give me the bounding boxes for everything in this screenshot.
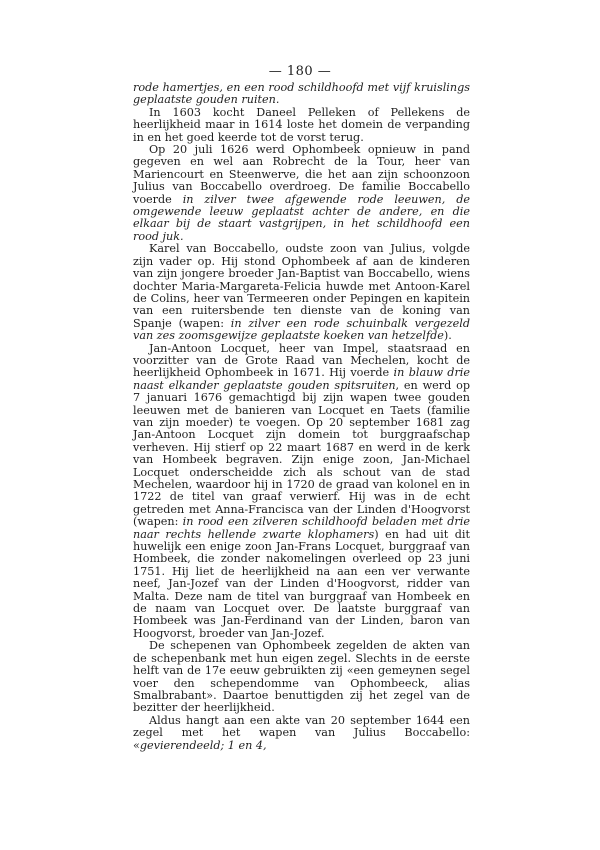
- paragraph: [133, 107, 470, 144]
- body-text: [133, 82, 470, 752]
- paragraph: [133, 82, 470, 107]
- paragraph: [133, 640, 470, 714]
- text-run: ) en had uit dit huwelijk een enige zoon Jan-Frans Locquet, burggraaf van Hombeek, die zonder nakomelingen overleed op 23 juni 1751. Hij liet de heerlijkheid na aan een ver verwante neef, Jan-Jozef van der Linden d'Hoogvorst, ridder van Malta. Deze nam de titel van burggraaf van Hombeek en de naam van Locquet over. De laatste burggraaf van Hombeek was Jan-Ferdinand van der Linden, baron van Hoogvorst, broeder van Jan-Jozef.: [133, 527, 470, 640]
- italic-run: in zilver een rode schuinbalk vergezeld van zes zoomsgewijze geplaatste koeken van hetzelfde: [133, 316, 470, 343]
- text-run: Jan-Antoon Locquet, heer van Impel, staatsraad en voorzitter van de Grote Raad van Mechelen, kocht de heerlijkheid Ophombeek in 1671. Hij voerde: [133, 341, 470, 380]
- italic-run: in blauw drie naast elkander geplaatste gouden spitsruiten: [133, 366, 470, 392]
- italic-run: in rood een zilveren schildhoofd beladen met drie naar rechts hellende zwarte klophamers: [133, 515, 470, 541]
- text-run: In 1603 kocht Daneel Pelleken of Pellekens de heerlijkheid maar in 1614 loste het domein de verpanding in en het goed keerde tot de vorst terug.: [133, 105, 470, 144]
- italic-run: rode hamertjes, en een rood schildhoofd met vijf kruislings geplaatste gouden ruiten.: [133, 81, 470, 107]
- text-run: Op 20 juli 1626 werd Ophombeek opnieuw in pand gegeven en wel aan Robrecht de la Tour, heer van Mariencourt en Steenwerve, die het aan zijn schoonzoon Julius van Boccabello overdroeg. De familie Boccabello voerde: [133, 143, 470, 206]
- italic-run: in zilver twee afgewende rode leeuwen, de omgewende leeuw geplaatst achter de andere, en die elkaar bij de staart vastgrijpen, in het schildhoofd een rood juk.: [133, 192, 470, 243]
- paragraph: [133, 343, 470, 641]
- text-run: , en werd op 7 januari 1676 gemachtigd bij zijn wapen twee gouden leeuwen met de banieren van Locquet en Taets (familie van zijn moeder) te voegen. Op 20 september 1681 zag Jan-Antoon Locquet zijn domein tot burggraafschap verheven. Hij stierf op 22 maart 1687 en werd in de kerk van Hombeek begraven. Zijn enige zoon, Jan-Michael Locquet onderscheidde zich als schout van de stad Mechelen, waardoor hij in 1720 de graad van kolonel en in 1722 de titel van graaf verwierf. Hij was in de echt getreden met Anna-Francisca van der Linden d'Hoogvorst (wapen:: [133, 378, 471, 529]
- text-run: ).: [443, 329, 452, 343]
- paragraph: [133, 243, 470, 342]
- paragraph: [133, 715, 470, 752]
- italic-run: gevierendeeld; 1 en 4,: [139, 738, 267, 752]
- paragraph: [133, 144, 470, 243]
- text-run: Aldus hangt aan een akte van 20 september 1644 een zegel met het wapen van Julius Boccabello: «: [133, 713, 470, 752]
- text-run: Karel van Boccabello, oudste zoon van Julius, volgde zijn vader op. Hij stond Ophombeek af aan de kinderen van zijn jongere broeder Jan-Baptist van Boccabello, wiens dochter Maria-Margareta-Felicia huwde met Antoon-Karel de Colins, heer van Termeeren onder Pepingen en kapitein van een ruitersbende ten dienste van de koning van Spanje (wapen:: [133, 242, 470, 330]
- page-number: — 180 —: [268, 64, 332, 79]
- text-run: De schepenen van Ophombeek zegelden de akten van de schepenbank met hun eigen zegel. Slechts in de eerste helft van de 17e eeuw gebruikten zij «een gemeynen segel voer den schependomme van Ophombeeck, alias Smalbrabant». Daartoe benuttigden zij het zegel van de bezitter der heerlijkheid.: [133, 639, 470, 715]
